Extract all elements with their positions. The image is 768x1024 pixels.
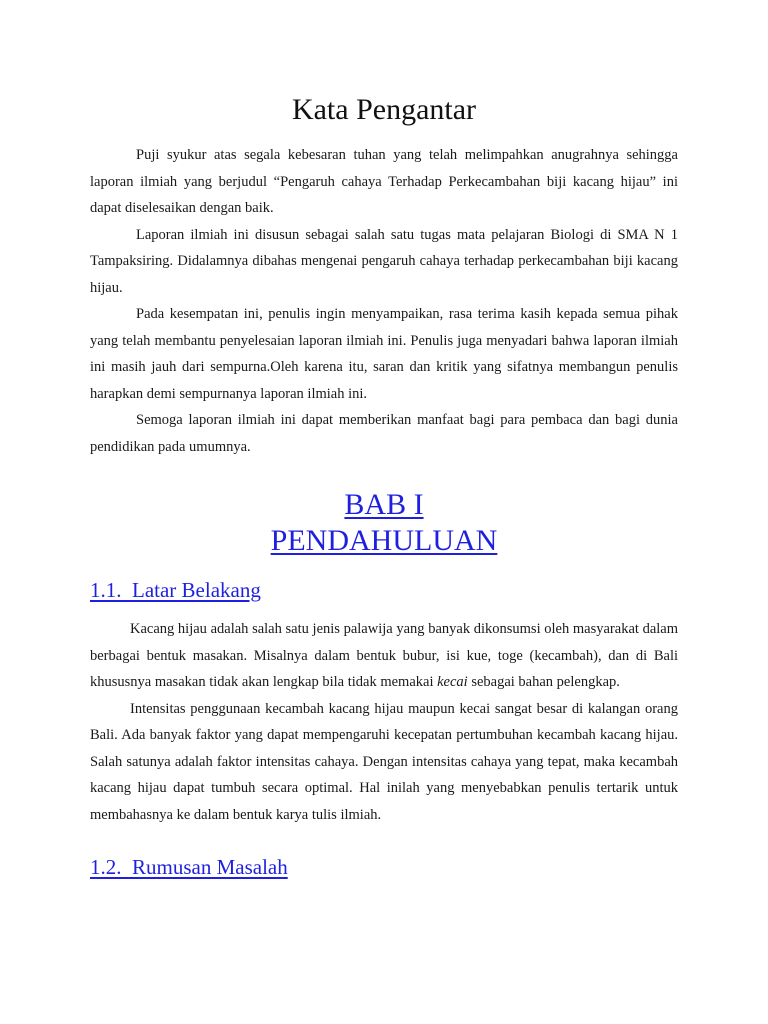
latar-text: Kacang hijau adalah salah satu jenis palawija yang banyak dikonsumsi oleh masyarakat dalam berbagai bentuk masakan. Misalnya dalam bentuk bubur, isi kue, toge (kecambah), dan di Bali khususnya masakan tidak akan lengkap bila tidak memakai xyxy=(90,621,678,690)
chapter-name: PENDAHULUAN xyxy=(270,524,498,557)
intro-section xyxy=(90,142,678,460)
chapter-number: BAB I xyxy=(344,488,424,521)
chapter-heading xyxy=(0,487,768,559)
page-title: Kata Pengantar xyxy=(291,93,477,126)
intro-paragraph: Puji syukur atas segala kebesaran tuhan yang telah melimpahkan anugrahnya sehingga laporan ilmiah yang berjudul “Pengaruh cahaya Terhadap Perkecambahan biji kacang hijau” ini dapat diselesaikan dengan baik. xyxy=(90,147,678,216)
latar-italic-term: kecai xyxy=(437,674,468,690)
latar-text: sebagai bahan pelengkap. xyxy=(467,674,620,690)
intro-paragraph: Semoga laporan ilmiah ini dapat memberikan manfaat bagi para pembaca dan bagi dunia pendidikan pada umumnya. xyxy=(90,412,678,455)
section-heading-rumusan-masalah: 1.2. Rumusan Masalah xyxy=(90,855,288,879)
latar-belakang-section xyxy=(90,616,678,828)
section-heading-latar-belakang: 1.1. Latar Belakang xyxy=(90,578,261,602)
latar-paragraph: Intensitas penggunaan kecambah kacang hijau maupun kecai sangat besar di kalangan orang Bali. Ada banyak faktor yang dapat mempengaruhi kecepatan pertumbuhan kecambah kacang hijau. Salah satunya adalah faktor intensitas cahaya. Dengan intensitas cahaya yang tepat, maka kecambah kacang hijau dapat tumbuh secara optimal. Hal inilah yang menyebabkan penulis tertarik untuk membahasnya ke dalam bentuk karya tulis ilmiah. xyxy=(90,700,678,823)
intro-paragraph: Laporan ilmiah ini disusun sebagai salah satu tugas mata pelajaran Biologi di SMA N 1 Tampaksiring. Didalamnya dibahas mengenai pengaruh cahaya terhadap perkecambahan biji kacang hijau. xyxy=(90,226,678,296)
latar-paragraph xyxy=(90,616,678,696)
intro-paragraph: Pada kesempatan ini, penulis ingin menyampaikan, rasa terima kasih kepada semua pihak yang telah membantu penyelesaian laporan ilmiah ini. Penulis juga menyadari bahwa laporan ilmiah ini masih jauh dari sempurna.Oleh karena itu, saran dan kritik yang sifatnya membangun penulis harapkan demi sempurnanya laporan ilmiah ini. xyxy=(90,306,678,402)
